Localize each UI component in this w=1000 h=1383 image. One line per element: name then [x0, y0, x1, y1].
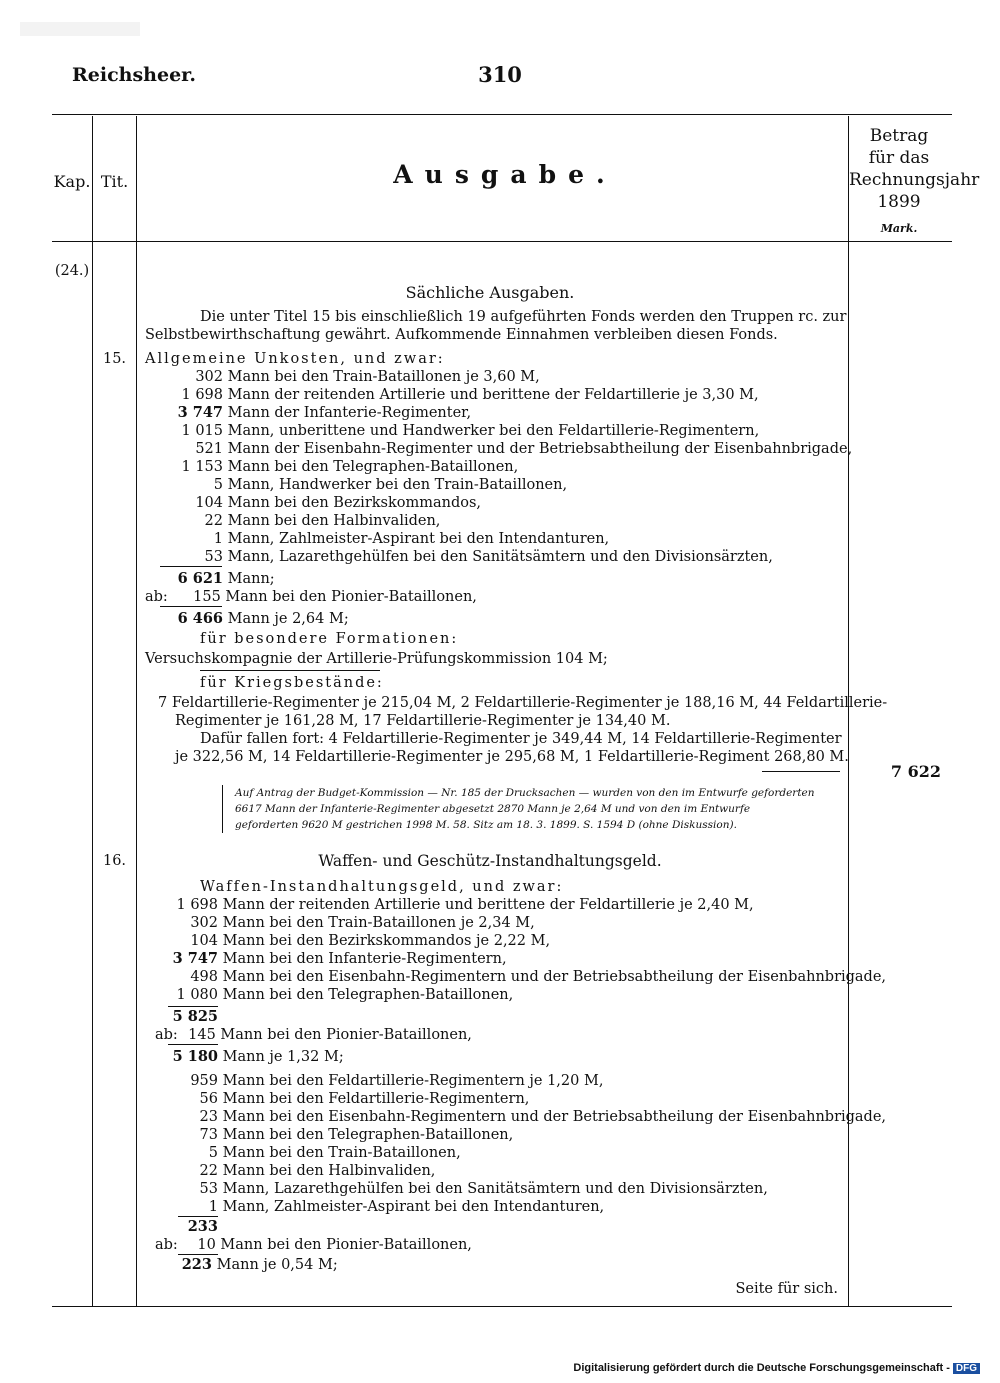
list-item: 53 Mann, Lazarethgehülfen bei den Sanitätsämtern und den Divisionsärzten, [199, 1181, 768, 1197]
t16-heading: Waffen-Instandhaltungsgeld, und zwar: [200, 879, 564, 895]
page-number: 310 [478, 62, 522, 87]
list-item: 3 747 Mann der Infanterie-Regimenter, [177, 404, 472, 421]
list-item: 1 153 Mann bei den Telegraphen-Bataillonen, [181, 459, 519, 475]
tit-15: 15. [102, 351, 127, 367]
list-item: 5 Mann bei den Train-Bataillonen, [208, 1145, 461, 1161]
unit-label: Mark. [880, 222, 918, 235]
digitization-credit [573, 1362, 980, 1374]
t15-amount: 7 622 [890, 762, 941, 781]
t16-deduction-2: ab: 10 Mann bei den Pionier-Bataillonen, [155, 1237, 472, 1253]
table-top-rule [52, 114, 952, 115]
section-rule [200, 670, 380, 671]
list-item: 1 015 Mann, unberittene und Handwerker bei den Feldartillerie-Regimentern, [181, 423, 760, 439]
section-heading: Sächliche Ausgaben. [405, 283, 575, 302]
header-bottom-rule [52, 241, 952, 242]
t16-deduction: ab: 145 Mann bei den Pionier-Bataillonen, [155, 1027, 472, 1043]
budget-note [222, 785, 855, 833]
list-item: 1 698 Mann der reitenden Artillerie und berittene der Feldartillerie je 3,30 M, [181, 387, 759, 403]
list-item: 959 Mann bei den Feldartillerie-Regimentern je 1,20 M, [190, 1073, 604, 1089]
list-item: 521 Mann der Eisenbahn-Regimenter und der Betriebsabtheilung der Eisenbahnbrigade, [195, 441, 853, 457]
list-item: 73 Mann bei den Telegraphen-Bataillonen, [199, 1127, 514, 1143]
t15-heading: Allgemeine Unkosten, und zwar: [145, 351, 445, 367]
list-item: 1 698 Mann der reitenden Artillerie und berittene der Feldartillerie je 2,40 M, [176, 897, 754, 913]
krieg-line-2: Regimenter je 161,28 M, 17 Feldartillerie-Regimenter je 134,40 M. [175, 713, 671, 729]
t16-sum-2: 5 180 Mann je 1,32 M; [172, 1048, 344, 1065]
kap-column-divider [92, 116, 93, 1306]
list-item: 104 Mann bei den Bezirkskommandos je 2,22 M, [190, 933, 551, 949]
continued-note: Seite für sich. [735, 1281, 838, 1297]
krieg-line-4: je 322,56 M, 14 Feldartillerie-Regimenter je 295,68 M, 1 Feldartillerie-Regiment 268,80 M. [175, 749, 849, 765]
sum-rule [178, 1254, 218, 1255]
t16-center-heading: Waffen- und Geschütz-Instandhaltungsgeld. [318, 852, 662, 870]
t16-sum-3: 233 [187, 1218, 218, 1235]
t16-sum-1: 5 825 [172, 1008, 218, 1025]
list-item: 22 Mann bei den Halbinvaliden, [199, 1163, 436, 1179]
running-header: Reichsheer. [72, 64, 197, 86]
list-item: 104 Mann bei den Bezirkskommandos, [195, 495, 482, 511]
note-line-2: 6617 Mann der Infanterie-Regimenter abgesetzt 2870 Mann je 2,64 M und von den im Entwurfe [235, 803, 751, 815]
list-item: 1 Mann, Zahlmeister-Aspirant bei den Intendanturen, [208, 1199, 605, 1215]
library-stamp [20, 22, 140, 36]
list-item: 53 Mann, Lazarethgehülfen bei den Sanitätsämtern und den Divisionsärzten, [204, 549, 773, 565]
list-item: 22 Mann bei den Halbinvaliden, [204, 513, 441, 529]
sum-rule [160, 606, 222, 607]
dfg-logo: DFG [953, 1363, 980, 1374]
column-header-tit: Tit. [100, 172, 129, 191]
column-header-kap: Kap. [53, 172, 91, 191]
krieg-line-1: 7 Feldartillerie-Regimenter je 215,04 M, 2 Feldartillerie-Regimenter je 188,16 M, 44 Feldartillerie- [158, 695, 888, 711]
list-item: 5 Mann, Handwerker bei den Train-Bataillonen, [213, 477, 568, 493]
list-item: 23 Mann bei den Eisenbahn-Regimentern und der Betriebsabtheilung der Eisenbahnbrigade, [199, 1109, 887, 1125]
list-item: 302 Mann bei den Train-Bataillonen je 2,34 M, [190, 915, 535, 931]
list-item: 3 747 Mann bei den Infanterie-Regimentern, [172, 950, 507, 967]
sum-rule [160, 566, 222, 567]
t15-deduction: ab: 155 Mann bei den Pionier-Bataillonen, [145, 589, 477, 605]
list-item: 498 Mann bei den Eisenbahn-Regimentern und der Betriebsabtheilung der Eisenbahnbrigade, [190, 969, 887, 985]
list-item: 302 Mann bei den Train-Bataillonen je 3,60 M, [195, 369, 540, 385]
besondere-heading: für besondere Formationen: [200, 631, 459, 647]
t15-sum-1: 6 621 Mann; [177, 570, 275, 587]
t16-sum-4: 223 Mann je 0,54 M; [181, 1256, 338, 1273]
betrag-line-1: Betrag [869, 126, 929, 146]
intro-line-1: Die unter Titel 15 bis einschließlich 19 aufgeführten Fonds werden den Truppen rc. zur [200, 309, 847, 325]
krieg-heading: für Kriegsbestände: [200, 675, 384, 691]
total-rule [762, 771, 840, 772]
list-item: 1 080 Mann bei den Telegraphen-Bataillonen, [176, 987, 514, 1003]
sum-rule [178, 1216, 218, 1217]
column-header-title: Ausgabe. [393, 160, 617, 189]
tit-16: 16. [102, 853, 127, 869]
list-item: 56 Mann bei den Feldartillerie-Regimentern, [199, 1091, 530, 1107]
sum-rule [168, 1044, 218, 1045]
betrag-line-3: Rechnungsjahr [849, 170, 980, 190]
column-header-betrag [849, 125, 980, 213]
betrag-line-2: für das [868, 148, 930, 168]
note-line-1: Auf Antrag der Budget-Kommission — Nr. 185 der Drucksachen — wurden von den im Entwurfe geforderten [235, 787, 815, 799]
credit-text: Digitalisierung gefördert durch die Deutsche Forschungsgemeinschaft - [573, 1362, 950, 1374]
krieg-line-3: Dafür fallen fort: 4 Feldartillerie-Regimenter je 349,44 M, 14 Feldartillerie-Regimenter [200, 731, 842, 747]
list-item: 1 Mann, Zahlmeister-Aspirant bei den Intendanturen, [213, 531, 610, 547]
sum-rule [168, 1006, 218, 1007]
betrag-line-4: 1899 [877, 192, 921, 212]
note-line-3: geforderten 9620 M gestrichen 1998 M. 58. Sitz am 18. 3. 1899. S. 1594 D (ohne Diskussion). [235, 819, 737, 831]
table-bottom-rule [52, 1306, 952, 1307]
besondere-text: Versuchskompagnie der Artillerie-Prüfungskommission 104 M; [145, 651, 608, 667]
intro-line-2: Selbstbewirthschaftung gewährt. Aufkommende Einnahmen verbleiben diesen Fonds. [145, 327, 778, 343]
kap-value: (24.) [54, 263, 90, 279]
t15-sum-2: 6 466 Mann je 2,64 M; [177, 610, 349, 627]
